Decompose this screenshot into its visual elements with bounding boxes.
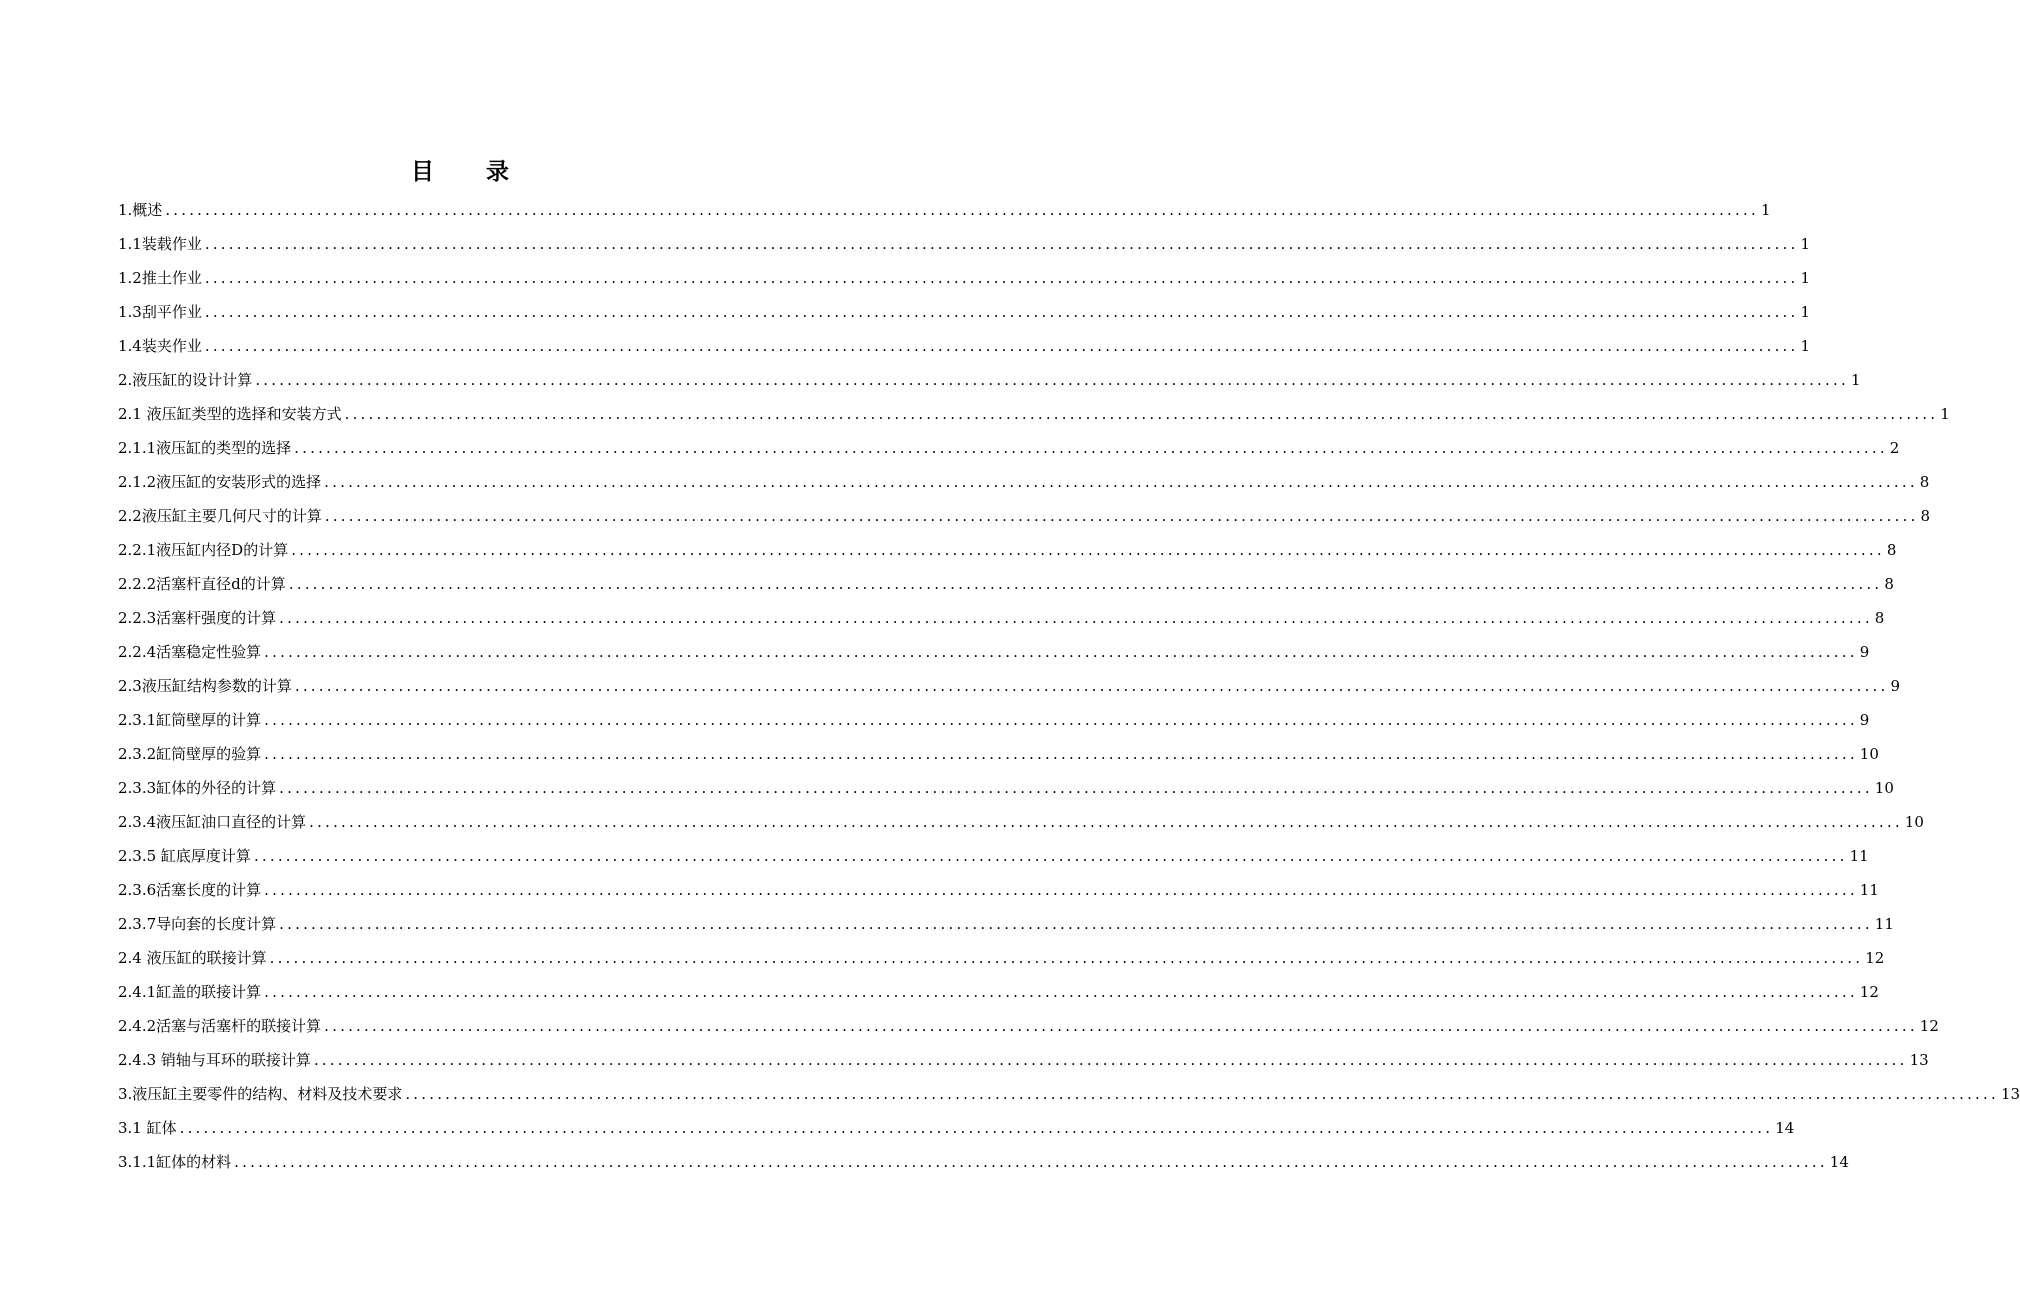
toc-dot-leader: ........................................................................................................................................................................................................ — [294, 677, 1889, 695]
toc-dot-leader: ........................................................................................................................................................................................................ — [204, 235, 1799, 253]
toc-entry-page-number: 14 — [1775, 1119, 1795, 1137]
toc-entry-label: 2.1 液压缸类型的选择和安装方式 — [118, 405, 342, 423]
toc-dot-leader: ........................................................................................................................................................................................................ — [279, 915, 1873, 933]
toc-dot-leader: ........................................................................................................................................................................................................ — [264, 711, 1858, 729]
toc-dot-leader: ........................................................................................................................................................................................................ — [294, 439, 1888, 457]
toc-entry-label: 2.3.7导向套的长度计算 — [118, 915, 277, 933]
toc-entry-page-number: 1 — [1760, 201, 1771, 219]
toc-dot-leader: ........................................................................................................................................................................................................ — [313, 1051, 1908, 1069]
toc-dot-leader: ........................................................................................................................................................................................................ — [264, 643, 1858, 661]
toc-dot-leader: ........................................................................................................................................................................................................ — [204, 269, 1799, 287]
toc-entry-label: 2.3.2缸筒壁厚的验算 — [118, 745, 262, 763]
toc-dot-leader: ........................................................................................................................................................................................................ — [324, 507, 1919, 525]
toc-entry-label: 1.2推土作业 — [118, 269, 202, 287]
toc-entry[interactable] — [118, 1045, 1929, 1079]
toc-entry-label: 2.4.1缸盖的联接计算 — [118, 983, 262, 1001]
toc-entry-label: 2.3.1缸筒壁厚的计算 — [118, 711, 262, 729]
toc-entry-label: 2.3液压缸结构参数的计算 — [118, 677, 292, 695]
toc-entry-label: 2.2.4活塞稳定性验算 — [118, 643, 262, 661]
toc-entry-page-number: 8 — [1884, 575, 1894, 593]
toc-entry-page-number: 11 — [1874, 915, 1894, 933]
toc-entry-page-number: 2 — [1889, 439, 1900, 457]
toc-entry[interactable] — [118, 229, 1811, 263]
toc-entry-label: 2.液压缸的设计计算 — [118, 371, 253, 389]
toc-entry-label: 2.2.1液压缸内径D的计算 — [118, 541, 289, 559]
toc-entry-label: 2.2液压缸主要几何尺寸的计算 — [118, 507, 322, 525]
toc-entry[interactable] — [118, 331, 1811, 365]
toc-entry-page-number: 8 — [1874, 609, 1885, 627]
toc-entry-page-number: 1 — [1800, 337, 1811, 355]
toc-dot-leader: ........................................................................................................................................................................................................ — [179, 1119, 1774, 1137]
toc-entry[interactable] — [118, 909, 1894, 943]
toc-entry-page-number: 9 — [1890, 677, 1901, 695]
toc-entry-label: 2.4 液压缸的联接计算 — [118, 949, 267, 967]
toc-entry-label: 2.3.6活塞长度的计算 — [118, 881, 262, 899]
toc-entry-page-number: 1 — [1800, 235, 1811, 253]
toc-entry[interactable] — [118, 399, 1950, 433]
table-of-contents — [118, 195, 2020, 1181]
toc-dot-leader: ........................................................................................................................................................................................................ — [288, 575, 1883, 593]
toc-dot-leader: ........................................................................................................................................................................................................ — [279, 609, 1873, 627]
toc-entry-label: 2.1.1液压缸的类型的选择 — [118, 439, 292, 457]
toc-entry-label: 1.4装夹作业 — [118, 337, 202, 355]
toc-entry[interactable] — [118, 501, 1931, 535]
toc-entry-page-number: 11 — [1859, 881, 1879, 899]
toc-entry[interactable] — [118, 773, 1894, 807]
toc-entry[interactable] — [118, 1147, 1849, 1181]
toc-dot-leader: ........................................................................................................................................................................................................ — [264, 983, 1858, 1001]
toc-dot-leader: ........................................................................................................................................................................................................ — [279, 779, 1873, 797]
toc-entry-page-number: 11 — [1849, 847, 1869, 865]
toc-entry-page-number: 14 — [1829, 1153, 1849, 1171]
toc-entry[interactable] — [118, 365, 1861, 399]
toc-entry[interactable] — [118, 603, 1885, 637]
toc-entry[interactable] — [118, 977, 1879, 1011]
toc-dot-leader: ........................................................................................................................................................................................................ — [291, 541, 1885, 559]
toc-dot-leader: ........................................................................................................................................................................................................ — [264, 745, 1858, 763]
toc-entry[interactable] — [118, 637, 1870, 671]
toc-entry-page-number: 9 — [1859, 643, 1870, 661]
toc-entry[interactable] — [118, 1079, 2020, 1113]
toc-dot-leader: ........................................................................................................................................................................................................ — [234, 1153, 1828, 1171]
toc-entry-page-number: 12 — [1865, 949, 1885, 967]
toc-dot-leader: ........................................................................................................................................................................................................ — [264, 881, 1858, 899]
toc-entry[interactable] — [118, 433, 1900, 467]
toc-entry[interactable] — [118, 671, 1901, 705]
toc-entry-label: 2.1.2液压缸的安装形式的选择 — [118, 473, 322, 491]
toc-dot-leader: ........................................................................................................................................................................................................ — [269, 949, 1864, 967]
page-title: 目 录 — [410, 159, 531, 185]
toc-dot-leader: ........................................................................................................................................................................................................ — [253, 847, 1848, 865]
toc-entry-label: 3.液压缸主要零件的结构、材料及技术要求 — [118, 1085, 403, 1103]
toc-entry-label: 3.1.1缸体的材料 — [118, 1153, 232, 1171]
toc-entry-page-number: 8 — [1886, 541, 1897, 559]
toc-entry-page-number: 10 — [1874, 779, 1894, 797]
toc-dot-leader: ........................................................................................................................................................................................................ — [324, 473, 1918, 491]
toc-entry[interactable] — [118, 1011, 1939, 1045]
toc-entry-label: 2.4.3 销轴与耳环的联接计算 — [118, 1051, 311, 1069]
toc-entry-page-number: 13 — [1909, 1051, 1929, 1069]
toc-dot-leader: ........................................................................................................................................................................................................ — [309, 813, 1903, 831]
toc-entry-label: 2.4.2活塞与活塞杆的联接计算 — [118, 1017, 322, 1035]
toc-entry[interactable] — [118, 195, 1771, 229]
toc-entry[interactable] — [118, 875, 1879, 909]
toc-dot-leader: ........................................................................................................................................................................................................ — [324, 1017, 1918, 1035]
toc-entry[interactable] — [118, 1113, 1795, 1147]
toc-entry-label: 1.3刮平作业 — [118, 303, 202, 321]
toc-entry[interactable] — [118, 943, 1885, 977]
toc-entry-label: 1.1装载作业 — [118, 235, 202, 253]
toc-dot-leader: ........................................................................................................................................................................................................ — [204, 337, 1799, 355]
toc-entry-page-number: 13 — [2000, 1085, 2020, 1103]
toc-dot-leader: ........................................................................................................................................................................................................ — [405, 1085, 1999, 1103]
toc-dot-leader: ........................................................................................................................................................................................................ — [204, 303, 1799, 321]
toc-dot-leader: ........................................................................................................................................................................................................ — [344, 405, 1939, 423]
toc-entry[interactable] — [118, 705, 1870, 739]
toc-entry[interactable] — [118, 841, 1869, 875]
toc-entry-page-number: 8 — [1920, 507, 1931, 525]
toc-entry[interactable] — [118, 739, 1879, 773]
toc-entry-page-number: 9 — [1859, 711, 1870, 729]
toc-dot-leader: ........................................................................................................................................................................................................ — [165, 201, 1759, 219]
toc-entry-label: 2.2.2活塞杆直径d的计算 — [118, 575, 286, 593]
toc-entry[interactable] — [118, 263, 1811, 297]
toc-entry[interactable] — [118, 535, 1897, 569]
toc-entry-label: 1.概述 — [118, 201, 163, 219]
toc-entry[interactable] — [118, 807, 1924, 841]
toc-entry-label: 2.3.5 缸底厚度计算 — [118, 847, 251, 865]
toc-entry-page-number: 1 — [1850, 371, 1861, 389]
toc-dot-leader: ........................................................................................................................................................................................................ — [255, 371, 1849, 389]
toc-entry-page-number: 10 — [1904, 813, 1924, 831]
toc-entry-label: 2.3.3缸体的外径的计算 — [118, 779, 277, 797]
toc-entry-page-number: 1 — [1940, 405, 1950, 423]
toc-entry-page-number: 8 — [1919, 473, 1930, 491]
toc-entry-label: 2.2.3活塞杆强度的计算 — [118, 609, 277, 627]
toc-entry[interactable] — [118, 467, 1930, 501]
toc-entry-label: 3.1 缸体 — [118, 1119, 177, 1137]
toc-entry-page-number: 10 — [1859, 745, 1879, 763]
toc-entry-label: 2.3.4液压缸油口直径的计算 — [118, 813, 307, 831]
toc-entry[interactable] — [118, 569, 1894, 603]
toc-entry[interactable] — [118, 297, 1811, 331]
toc-entry-page-number: 1 — [1800, 303, 1811, 321]
toc-entry-page-number: 1 — [1800, 269, 1811, 287]
toc-entry-page-number: 12 — [1859, 983, 1879, 1001]
toc-entry-page-number: 12 — [1919, 1017, 1939, 1035]
